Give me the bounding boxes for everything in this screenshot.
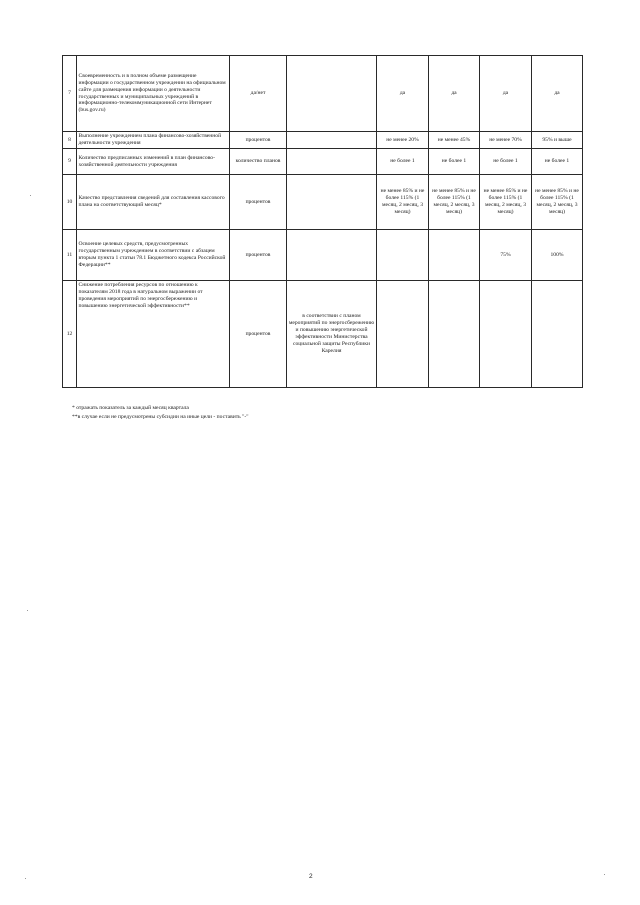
quarter-2-value: не менее 45% [429, 132, 480, 149]
indicators-table [62, 55, 583, 388]
table-row [63, 56, 583, 132]
quarter-1-value [377, 281, 429, 388]
table-row [63, 149, 583, 175]
quarter-4-value: 95% и выше [532, 132, 583, 149]
quarter-3-value: да [480, 56, 532, 132]
quarter-4-value [532, 281, 583, 388]
indicator-note [287, 56, 377, 132]
indicator-description: Выполнение учреждением плана финансово-хозяйственной деятельности учреждения [77, 132, 230, 149]
quarter-1-value [377, 230, 429, 281]
indicator-note [287, 175, 377, 230]
footnote-subsidies: **в случае если не предусмотрены субсидии на иные цели - поставить "-" [72, 414, 249, 420]
row-number: 7 [63, 56, 77, 132]
indicator-description: Количество предписанных изменений в план финансово-хозяйственной деятельности учреждения [77, 149, 230, 175]
quarter-2-value: да [429, 56, 480, 132]
indicator-note [287, 230, 377, 281]
quarter-1-value: да [377, 56, 429, 132]
table-row [63, 132, 583, 149]
row-number: 12 [63, 281, 77, 388]
unit-of-measure: да/нет [230, 56, 287, 132]
indicator-note [287, 149, 377, 175]
table-row [63, 230, 583, 281]
unit-of-measure: процентов [230, 230, 287, 281]
row-number: 9 [63, 149, 77, 175]
quarter-2-value [429, 281, 480, 388]
row-number: 8 [63, 132, 77, 149]
quarter-4-value: не более 1 [532, 149, 583, 175]
quarter-4-value: 100% [532, 230, 583, 281]
quarter-3-value: не менее 70% [480, 132, 532, 149]
table-row [63, 281, 583, 388]
quarter-2-value: не менее 85% и не более 115% (1 месяц, 2 месяц, 3 месяц) [429, 175, 480, 230]
quarter-3-value: 75% [480, 230, 532, 281]
indicator-description: Своевременность и в полном объеме размещение информации о государственном учреждении на официальном сайте для размещения информации о деятельности государственных и муниципальных учреждений в информационно-телекоммуникационной сети Интернет (bus.gov.ru) [77, 56, 230, 132]
quarter-2-value [429, 230, 480, 281]
table-row [63, 175, 583, 230]
unit-of-measure: процентов [230, 132, 287, 149]
indicator-note [287, 132, 377, 149]
quarter-4-value: не менее 85% и не более 115% (1 месяц, 2 месяц, 3 месяц) [532, 175, 583, 230]
unit-of-measure: процентов [230, 175, 287, 230]
indicator-description: Снижение потребления ресурсов по отношению к показателям 2018 года в натуральном выражении от проведения мероприятий по энергосбережению и повышению энергетической эффективности** [77, 281, 230, 388]
scan-speck [30, 195, 31, 196]
indicator-note: в соответствии с планом мероприятий по энергосбережению и повышению энергетической эффективности Министерства социальной защиты Республики Карелия [287, 281, 377, 388]
page-number: 2 [309, 873, 313, 880]
row-number: 10 [63, 175, 77, 230]
indicator-description: Качество представления сведений для составления кассового плана на соответствующий месяц* [77, 175, 230, 230]
unit-of-measure: процентов [230, 281, 287, 388]
quarter-1-value: не менее 20% [377, 132, 429, 149]
quarter-4-value: да [532, 56, 583, 132]
scan-speck [604, 874, 605, 875]
quarter-2-value: не более 1 [429, 149, 480, 175]
indicator-description: Освоение целевых средств, предусмотренных государственным учреждением в соответствии с абзацем вторым пункта 1 статьи 78.1 Бюджетного кодекса Российской Федерации** [77, 230, 230, 281]
quarter-3-value: не менее 85% и не более 115% (1 месяц, 2 месяц, 3 месяц) [480, 175, 532, 230]
quarter-3-value: не более 1 [480, 149, 532, 175]
row-number: 11 [63, 230, 77, 281]
quarter-1-value: не более 1 [377, 149, 429, 175]
unit-of-measure: количество планов [230, 149, 287, 175]
footnote-monthly: * отражать показатель за каждый месяц квартала [72, 405, 189, 411]
scan-speck [27, 610, 28, 611]
quarter-3-value [480, 281, 532, 388]
quarter-1-value: не менее 85% и не более 115% (1 месяц, 2 месяц, 3 месяц) [377, 175, 429, 230]
scan-speck [25, 878, 26, 879]
